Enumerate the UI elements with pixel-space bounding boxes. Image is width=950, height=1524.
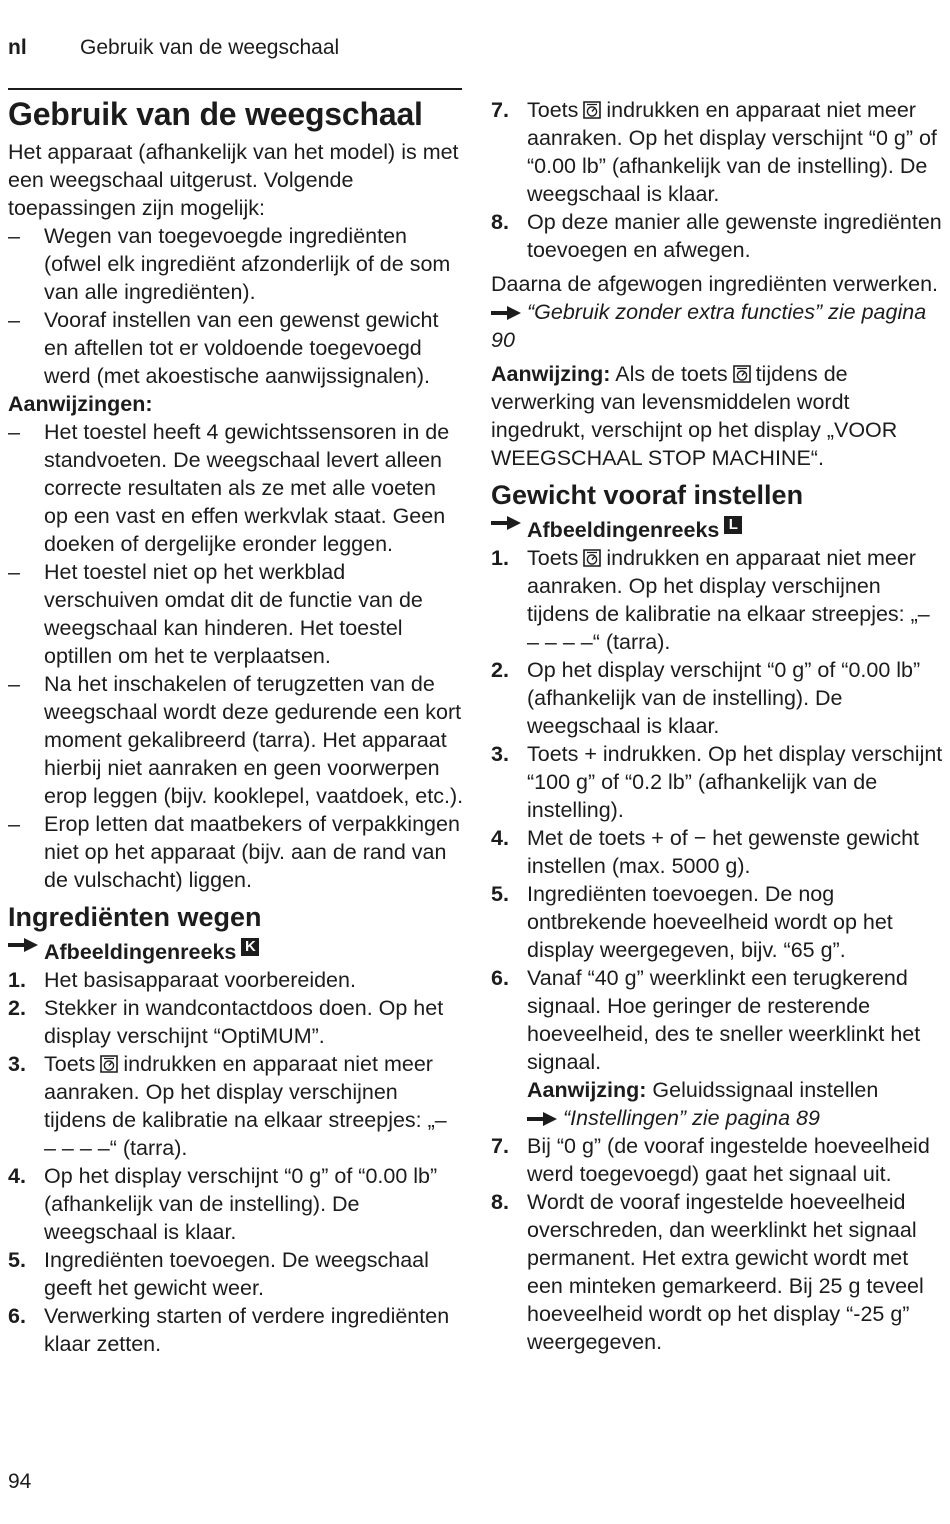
list-item: 7. Toets indrukken en apparaat niet meer aanraken. Op het display verschijnt “0 g” of “0.00 lb” (afhankelijk van de instelling). De weegschaal is klaar. (491, 98, 937, 206)
right-column (491, 96, 943, 1356)
list-item: – Wegen van toegevoegde ingrediënten (ofwel elk ingrediënt afzonderlijk of de som van alle ingrediënten). (8, 224, 451, 304)
running-header (8, 34, 339, 62)
left-column (8, 96, 464, 1358)
figure-reference (8, 938, 464, 966)
list-item: 6. Vanaf “40 g” weerklinkt een terugkerend signaal. Hoe geringer de resterende hoeveelheid, des te sneller weerklinkt het signaal. Aanwijzing: Geluidssignaal instellen “Instellingen” zie pagina 89 (491, 966, 921, 1130)
section-title: Ingrediënten wegen (8, 902, 262, 932)
list-item: 7. Bij “0 g” (de vooraf ingestelde hoeveelheid werd toegevoegd) gaat het signaal uit. (491, 1134, 930, 1186)
figure-series-badge: K (241, 938, 259, 956)
header-title: Gebruik van de weegschaal (80, 36, 340, 59)
page-reference-link[interactable]: “Gebruik zonder extra functies” zie pagina 90 (491, 300, 927, 352)
list-item: 8. Op deze manier alle gewenste ingrediënten toevoegen en afwegen. (491, 210, 942, 262)
list-item: 2. Op het display verschijnt “0 g” of “0.00 lb” (afhankelijk van de instelling). De weegschaal is klaar. (491, 658, 921, 738)
list-item: 1. Toets indrukken en apparaat niet meer aanraken. Op het display verschijnen tijdens de kalibratie na elkaar streepjes: „– – – – –“ (tarra). (491, 546, 930, 654)
notes-heading: Aanwijzingen: (8, 392, 153, 416)
list-item: – Het toestel heeft 4 gewichtssensoren in de standvoeten. De weegschaal levert alleen correcte resultaten als ze met alle voeten op een vast en effen werkvlak staat. Geen doeken of dergelijke eronder leggen. (8, 420, 450, 556)
scale-icon (581, 547, 603, 569)
arrow-right-icon (491, 516, 521, 530)
note-paragraph: Aanwijzing: Als de toets tijdens de verwerking van levensmiddelen wordt ingedrukt, verschijnt op het display „VOOR WEEGSCHAAL STOP MACHINE“. (491, 362, 898, 470)
intro-text: Het apparaat (afhankelijk van het model) is met een weegschaal uitgerust. Volgende toepassingen zijn mogelijk: (8, 140, 459, 220)
list-item: – Vooraf instellen van een gewenst gewicht en aftellen tot er voldoende toegevoegd werd (met akoestische aanwijssignalen). (8, 308, 439, 388)
arrow-right-icon (491, 306, 521, 320)
scale-icon (581, 99, 603, 121)
page-title: Gebruik van de weegschaal (8, 96, 423, 132)
list-item: 4. Op het display verschijnt “0 g” of “0.00 lb” (afhankelijk van de instelling). De weegschaal is klaar. (8, 1164, 438, 1244)
list-item: 3. Toets indrukken en apparaat niet meer aanraken. Op het display verschijnen tijdens de kalibratie na elkaar streepjes: „– – – – –“ (tarra). (8, 1052, 447, 1160)
paragraph: Daarna de afgewogen ingrediënten verwerken. “Gebruik zonder extra functies” zie pagina 90 (491, 272, 939, 352)
figure-reference (491, 516, 943, 544)
section-title: Gewicht vooraf instellen (491, 480, 804, 510)
page-number: 94 (8, 1470, 32, 1493)
list-item: 6. Verwerking starten of verdere ingrediënten klaar zetten. (8, 1304, 450, 1356)
language-code: nl (8, 36, 27, 59)
list-item: 1. Het basisapparaat voorbereiden. (8, 968, 356, 992)
figure-reference-label: Afbeeldingenreeks (44, 940, 237, 964)
list-item: – Erop letten dat maatbekers of verpakkingen niet op het apparaat (bijv. aan de rand van de vulschacht) liggen. (8, 812, 460, 892)
arrow-right-icon (527, 1112, 557, 1126)
list-item: 5. Ingrediënten toevoegen. De nog ontbrekende hoeveelheid wordt op het display weergegeven, bijv. “65 g”. (491, 882, 893, 962)
arrow-right-icon (8, 938, 38, 952)
list-item: – Het toestel niet op het werkblad verschuiven omdat dit de functie van de weegschaal kan hinderen. Het toestel optillen om het te verplaatsen. (8, 560, 423, 668)
scale-icon (98, 1053, 120, 1075)
list-item: 8. Wordt de vooraf ingestelde hoeveelheid overschreden, dan weerklinkt het signaal permanent. Het extra gewicht wordt met een minteken gemarkeerd. Bij 25 g teveel hoeveelheid wordt op het display “-25 g” weergegeven. (491, 1190, 924, 1354)
list-item: – Na het inschakelen of terugzetten van de weegschaal wordt deze gedurende een kort moment gekalibreerd (tarra). Het apparaat hierbij niet aanraken en geen voorwerpen erop leggen (bijv. kooklepel, vaatdoek, etc.). (8, 672, 464, 808)
list-item: 2. Stekker in wandcontactdoos doen. Op het display verschijnt “OptiMUM”. (8, 996, 444, 1048)
scale-icon (731, 363, 753, 385)
list-item: 5. Ingrediënten toevoegen. De weegschaal geeft het gewicht weer. (8, 1248, 429, 1300)
header-rule (8, 88, 462, 90)
page-reference-link[interactable]: “Instellingen” zie pagina 89 (563, 1106, 820, 1130)
list-item: 3. Toets + indrukken. Op het display verschijnt “100 g” of “0.2 lb” (afhankelijk van de instelling). (491, 742, 943, 822)
list-item: 4. Met de toets + of − het gewenste gewicht instellen (max. 5000 g). (491, 826, 920, 878)
figure-series-badge: L (724, 516, 742, 534)
figure-reference-label: Afbeeldingenreeks (527, 518, 720, 542)
